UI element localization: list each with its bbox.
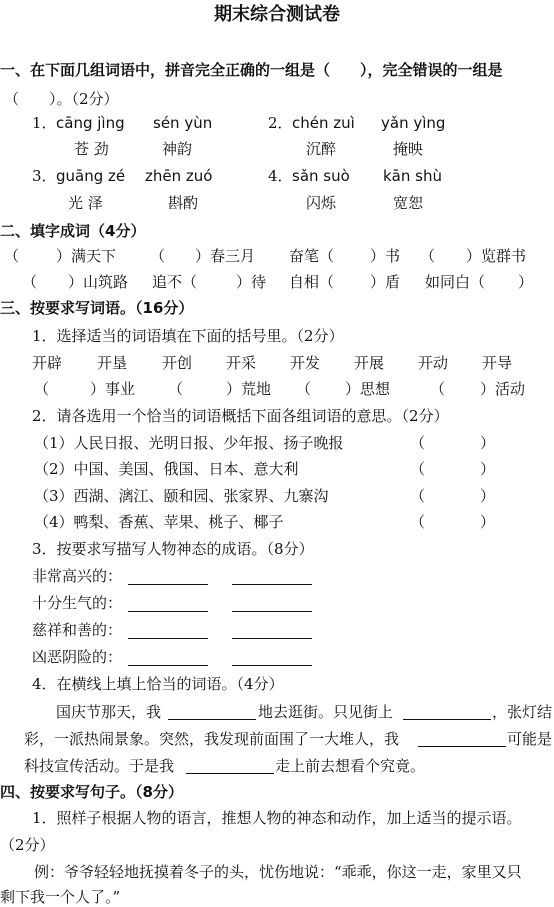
passage-text: 可能是 — [507, 730, 553, 748]
fill-r1-open-1: （ — [4, 247, 20, 265]
group-4-pinyin-2: kān shù — [383, 167, 442, 185]
answer-line[interactable] — [128, 665, 208, 666]
word-option: 开展 — [354, 354, 385, 372]
section-1-heading: 一、在下面几组词语中，拼音完全正确的一组是（ ），完全错误的一组是 — [0, 61, 503, 79]
word-option: 开垦 — [97, 354, 128, 372]
answer-line[interactable] — [418, 746, 506, 747]
group-2-word-2: 掩映 — [393, 140, 424, 158]
answer-paren-close: ） — [480, 460, 496, 478]
section-1-heading-cont: （ ）。（2分） — [4, 90, 119, 108]
group-item: （3）西湖、漓江、颐和园、张家界、九寨沟 — [34, 487, 329, 505]
q3-1-prompt: 1．选择适当的词语填在下面的括号里。（2分） — [32, 327, 344, 345]
answer-line[interactable] — [403, 719, 491, 720]
word-option: 开导 — [482, 354, 513, 372]
fill-r1-4: ）书 — [370, 247, 401, 265]
idiom-label: 慈祥和善的： — [32, 621, 123, 639]
page-title: 期末综合测试卷 — [214, 4, 340, 25]
answer-line[interactable] — [232, 638, 312, 639]
group-item: （1）人民日报、光明日报、少年报、扬子晚报 — [34, 434, 344, 452]
group-2-word-1: 沉醉 — [306, 140, 337, 158]
passage-text: 国庆节那天，我 — [56, 703, 162, 721]
q3-4-prompt: 4．在横线上填上恰当的词语。（4分） — [32, 675, 284, 693]
fill-open: （ — [430, 380, 446, 398]
idiom-label: 十分生气的： — [32, 594, 123, 612]
group-3-pinyin-1: guāng zé — [56, 167, 126, 185]
fill-blank: ）活动 — [480, 380, 526, 398]
answer-paren-close: ） — [480, 487, 496, 505]
group-2-pinyin-2: yǎn yìng — [381, 114, 446, 132]
fill-r1-3: 奋笔（ — [289, 247, 335, 265]
idiom-label: 凶恶阴险的： — [32, 648, 123, 666]
fill-blank: ）思想 — [345, 380, 391, 398]
group-4-number: 4． — [268, 167, 293, 185]
group-2-number: 2． — [268, 114, 293, 132]
answer-line[interactable] — [232, 611, 312, 612]
fill-blank: ）荒地 — [226, 380, 272, 398]
word-option: 开采 — [226, 354, 257, 372]
answer-line[interactable] — [186, 773, 274, 774]
group-1-word-2: 神韵 — [162, 140, 193, 158]
section-4-heading: 四、按要求写句子。（8分） — [0, 783, 183, 801]
answer-paren-close: ） — [480, 434, 496, 452]
group-4-word-1: 闪烁 — [306, 194, 337, 212]
fill-r2-5: ）盾 — [370, 273, 401, 291]
q3-2-prompt: 2．请各选用一个恰当的词语概括下面各组词语的意思。（2分） — [32, 407, 449, 425]
answer-paren-close: ） — [480, 513, 496, 531]
fill-r2-6: 如同白（ — [425, 273, 486, 291]
answer-line[interactable] — [128, 584, 208, 585]
group-3-word-1: 光 泽 — [68, 194, 103, 212]
group-4-pinyin-1: sǎn suò — [292, 167, 350, 185]
group-item: （4）鸭梨、香蕉、苹果、桃子、椰子 — [34, 513, 284, 531]
group-4-word-2: 宽恕 — [393, 194, 424, 212]
idiom-label: 非常高兴的： — [32, 567, 123, 585]
answer-paren-open: （ — [410, 460, 426, 478]
example-text-cont: 剩下我一个人了。” — [0, 888, 121, 906]
section-2-heading: 二、填字成词（4分） — [0, 222, 146, 240]
group-1-pinyin-1: cāng jìng — [56, 114, 125, 132]
answer-paren-open: （ — [410, 434, 426, 452]
word-option: 开辟 — [32, 354, 63, 372]
group-3-number: 3． — [32, 167, 57, 185]
fill-open: （ — [34, 380, 50, 398]
group-3-pinyin-2: zhēn zuó — [145, 167, 213, 185]
answer-line[interactable] — [128, 638, 208, 639]
group-item: （2）中国、美国、俄国、日本、意大利 — [34, 460, 299, 478]
q3-3-prompt: 3．按要求写描写人物神态的成语。（8分） — [32, 540, 314, 558]
section-3-heading: 三、按要求写词语。（16分） — [0, 299, 194, 317]
fill-open: （ — [296, 380, 312, 398]
fill-r2-open-1: （ — [22, 273, 38, 291]
fill-r2-4: 自相（ — [289, 273, 335, 291]
example-text: 例：爷爷轻轻地抚摸着冬子的头，忧伤地说：“乖乖，你这一走，家里又只 — [34, 863, 522, 881]
word-option: 开创 — [162, 354, 193, 372]
answer-line[interactable] — [168, 719, 256, 720]
answer-line[interactable] — [232, 665, 312, 666]
fill-blank: ）事业 — [90, 380, 136, 398]
fill-r1-open-2: （ — [150, 247, 166, 265]
word-option: 开发 — [290, 354, 321, 372]
fill-r2-2: 追不（ — [152, 273, 198, 291]
fill-open: （ — [168, 380, 184, 398]
answer-line[interactable] — [128, 611, 208, 612]
group-1-number: 1． — [32, 114, 57, 132]
passage-text: ，张灯结 — [492, 703, 553, 721]
answer-paren-open: （ — [410, 487, 426, 505]
fill-r2-1: ）山筑路 — [68, 273, 129, 291]
q4-1-points: （2分） — [0, 836, 55, 854]
fill-r2-3: ）待 — [236, 273, 267, 291]
fill-r1-1: ）满天下 — [56, 247, 117, 265]
answer-paren-open: （ — [410, 513, 426, 531]
word-option: 开动 — [418, 354, 449, 372]
passage-text: 彩，一派热闹景象。突然，我发现前面围了一大堆人，我 — [24, 730, 400, 748]
passage-text: 地去逛街。只见街上 — [258, 703, 394, 721]
group-1-pinyin-2: sén yùn — [153, 114, 213, 132]
group-2-pinyin-1: chén zuì — [292, 114, 355, 132]
passage-text: 科技宣传活动。于是我 — [24, 757, 175, 775]
fill-r2-7: ） — [518, 273, 534, 291]
group-3-word-2: 斟酌 — [168, 194, 199, 212]
fill-r1-5: ）览群书 — [466, 247, 527, 265]
fill-r1-open-3: （ — [420, 247, 436, 265]
answer-line[interactable] — [232, 584, 312, 585]
passage-text: 走上前去想看个究竟。 — [275, 757, 426, 775]
fill-r1-2: ）春三月 — [195, 247, 256, 265]
q4-1-prompt: 1．照样子根据人物的语言，推想人物的神态和动作，加上适当的提示语。 — [32, 809, 522, 827]
group-1-word-1: 苍 劲 — [74, 140, 109, 158]
